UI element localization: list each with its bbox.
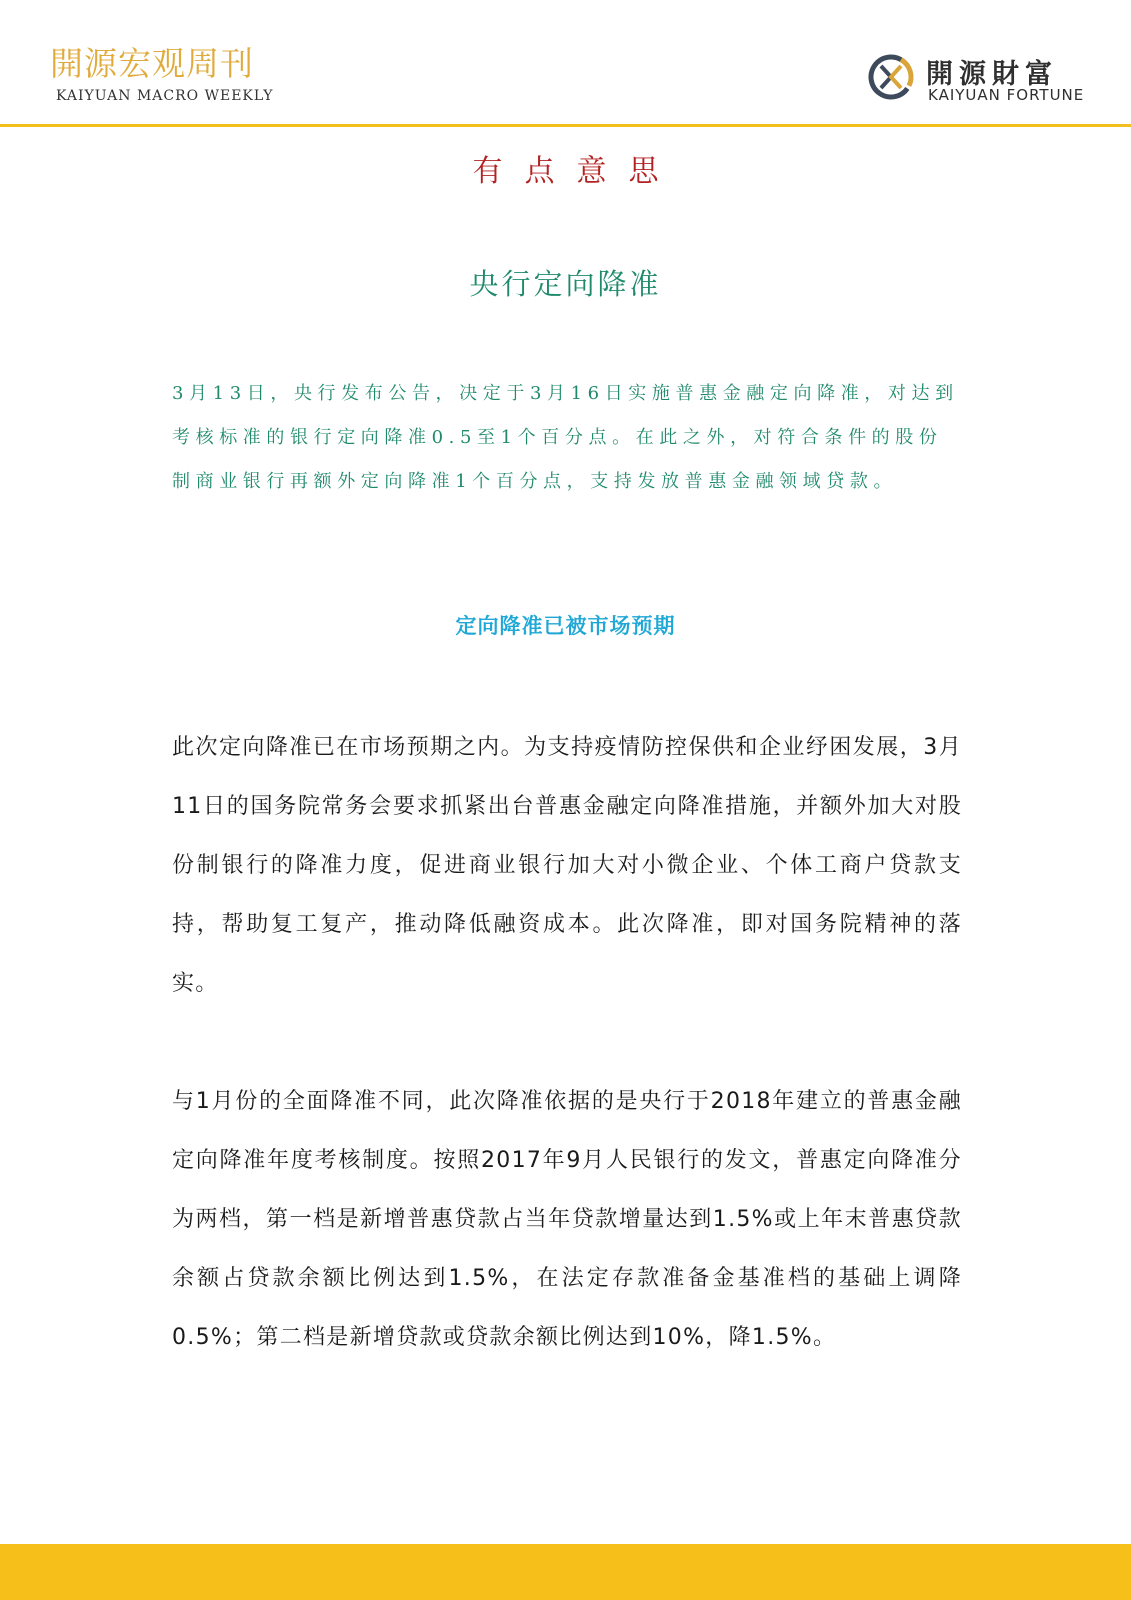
body-paragraph bbox=[172, 1072, 962, 1367]
logo-text-en: KAIYUAN FORTUNE bbox=[928, 86, 1085, 104]
brand-title-cn: 開源宏观周刊 bbox=[50, 44, 254, 83]
header-divider bbox=[0, 124, 1131, 127]
brand-title-en: KAIYUAN MACRO WEEKLY bbox=[56, 88, 274, 104]
logo-text-cn: 開源財富 bbox=[926, 59, 1058, 90]
footer-bar bbox=[0, 1544, 1131, 1600]
kaiyuan-fortune-logo bbox=[866, 50, 1084, 106]
paragraph-text: 与1月份的全面降准不同，此次降准依据的是央行于2018年建立的普惠金融定向降准年度考核制度。按照2017年9月人民银行的发文，普惠定向降准分为两档，第一档是新增普惠贷款占当年贷款增量达到1.5%或上年末普惠贷款余额占贷款余额比例达到1.5%，在法定存款准备金基准档的基础上调降0.5%；第二档是新增贷款或贷款余额比例达到10%，降1.5%。 bbox=[172, 1089, 962, 1350]
section-label: 有点意思 bbox=[472, 154, 681, 189]
body-paragraph bbox=[172, 718, 962, 1013]
article-summary: 3月13日，央行发布公告，决定于3月16日实施普惠金融定向降准，对达到考核标准的银行定向降准0.5至1个百分点。在此之外，对符合条件的股份制商业银行再额外定向降准1个百分点，支持发放普惠金融领域贷款。 bbox=[172, 383, 959, 492]
page-header bbox=[0, 0, 1131, 126]
paragraph-text: 此次定向降准已在市场预期之内。为支持疫情防控保供和企业纾困发展，3月11日的国务院常务会要求抓紧出台普惠金融定向降准措施，并额外加大对股份制银行的降准力度，促进商业银行加大对小微企业、个体工商户贷款支持，帮助复工复产，推动降低融资成本。此次降准，即对国务院精神的落实。 bbox=[172, 735, 962, 996]
section-subheading: 定向降准已被市场预期 bbox=[455, 614, 676, 638]
kaiyuan-logo-icon bbox=[866, 52, 916, 102]
article-title: 央行定向降准 bbox=[469, 267, 662, 301]
